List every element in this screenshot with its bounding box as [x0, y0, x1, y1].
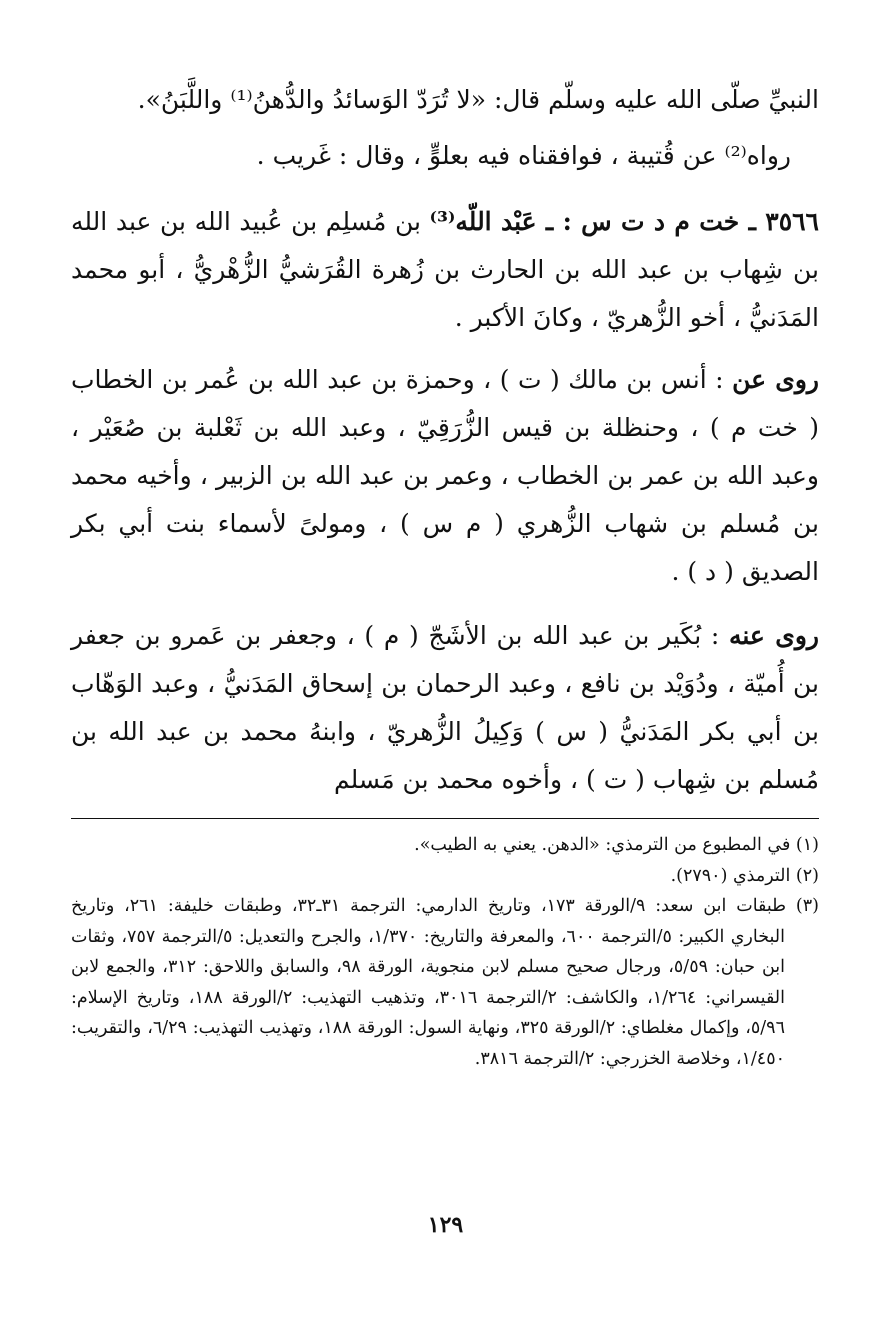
paragraph-narrated-by	[71, 612, 819, 804]
page-number: ١٢٩	[427, 1212, 464, 1238]
footnote-1: (١) في المطبوع من الترمذي: «الدهن. يعني به الطيب».	[414, 835, 819, 855]
narrated-from-body: : أنس بن مالك ( ت ) ، وحمزة بن عبد الله بن عُمر بن الخطاب ( خت م ) ، وحنظلة بن قيس الزُّرَقِيّ ، وعبد الله بن ثَعْلبة بن صُعَيْر ، وعبد الله بن عمر بن الخطاب ، وعمر بن عبد الله بن الزبير ، وأخيه محمد بن مُسلم بن شهاب الزُّهري ( م س ) ، ومولىً لأسماء بنت أبي بكر الصديق ( د ) .	[71, 365, 819, 586]
paragraph-narrated-from	[71, 356, 819, 596]
main-text	[71, 76, 819, 804]
paragraph-hadith-ending: النبيِّ صلّى الله عليه وسلّم قال: «لا تُرَدّ الوَسائدُ والدُّهنُ⁽¹⁾ واللَّبَنُ».	[137, 85, 819, 114]
entry-heading: ٣٥٦٦ ـ خت م د ت س : ـ عَبْد اللّه⁽³⁾	[429, 207, 819, 236]
paragraph-riwaya-note: رواه⁽²⁾ عن قُتيبة ، فوافقناه فيه بعلوٍّ ، وقال : غَريب .	[256, 141, 791, 170]
narrated-by-heading: روى عنه	[728, 621, 819, 650]
footnote-separator	[71, 818, 819, 819]
narrated-from-heading: روى عن	[732, 365, 819, 394]
footnote-2: (٢) الترمذي (٢٧٩٠).	[670, 865, 819, 886]
paragraph-biography-entry	[71, 198, 819, 342]
entry-body: بن مُسلِم بن عُبيد الله بن عبد الله بن شِهاب بن عبد الله بن الحارث بن زُهرة القُرَشيُّ الزُّهْريُّ ، أبو محمد المَدَنيُّ ، أخو الزُّهريّ ، وكانَ الأكبر .	[71, 207, 819, 332]
footnotes	[71, 830, 819, 1074]
narrated-by-body: : بُكَير بن عبد الله بن الأشَجّ ( م ) ، وجعفر بن عَمرو بن جعفر بن أُميّة ، ودُوَيْد بن نافع ، وعبد الرحمان بن إسحاق المَدَنيُّ ، وعبد الوَهّاب بن أبي بكر المَدَنيُّ ( س ) وَكِيلُ الزُّهريّ ، وابنهُ محمد بن عبد الله بن مُسلم بن شِهاب ( ت ) ، وأخوه محمد بن مَسلم	[71, 621, 819, 794]
footnote-3: (٣) طبقات ابن سعد: ٩/الورقة ١٧٣، وتاريخ الدارمي: الترجمة ٣١ـ٣٢، وطبقات خليفة: ٢٦١، وتاريخ البخاري الكبير: ٥/الترجمة ٦٠٠، والمعرفة والتاريخ: ١/٣٧٠، والجرح والتعديل: ٥/الترجمة ٧٥٧، وثقات ابن حبان: ٥/٥٩، ورجال صحيح مسلم لابن منجوية، الورقة ٩٨، والسابق واللاحق: ٣١٢، والجمع لابن القيسراني: ١/٢٦٤، والكاشف: ٢/الترجمة ٣٠١٦، وتذهيب التهذيب: ٢/الورقة ١٨٨، وتاريخ الإسلام: ٥/٩٦، وإكمال مغلطاي: ٢/الورقة ٣٢٥، ونهاية السول: الورقة ١٨٨، وتهذيب التهذيب: ٦/٢٩، والتقريب: ١/٤٥٠، وخلاصة الخزرجي: ٢/الترجمة ٣٨١٦.	[71, 896, 819, 1069]
